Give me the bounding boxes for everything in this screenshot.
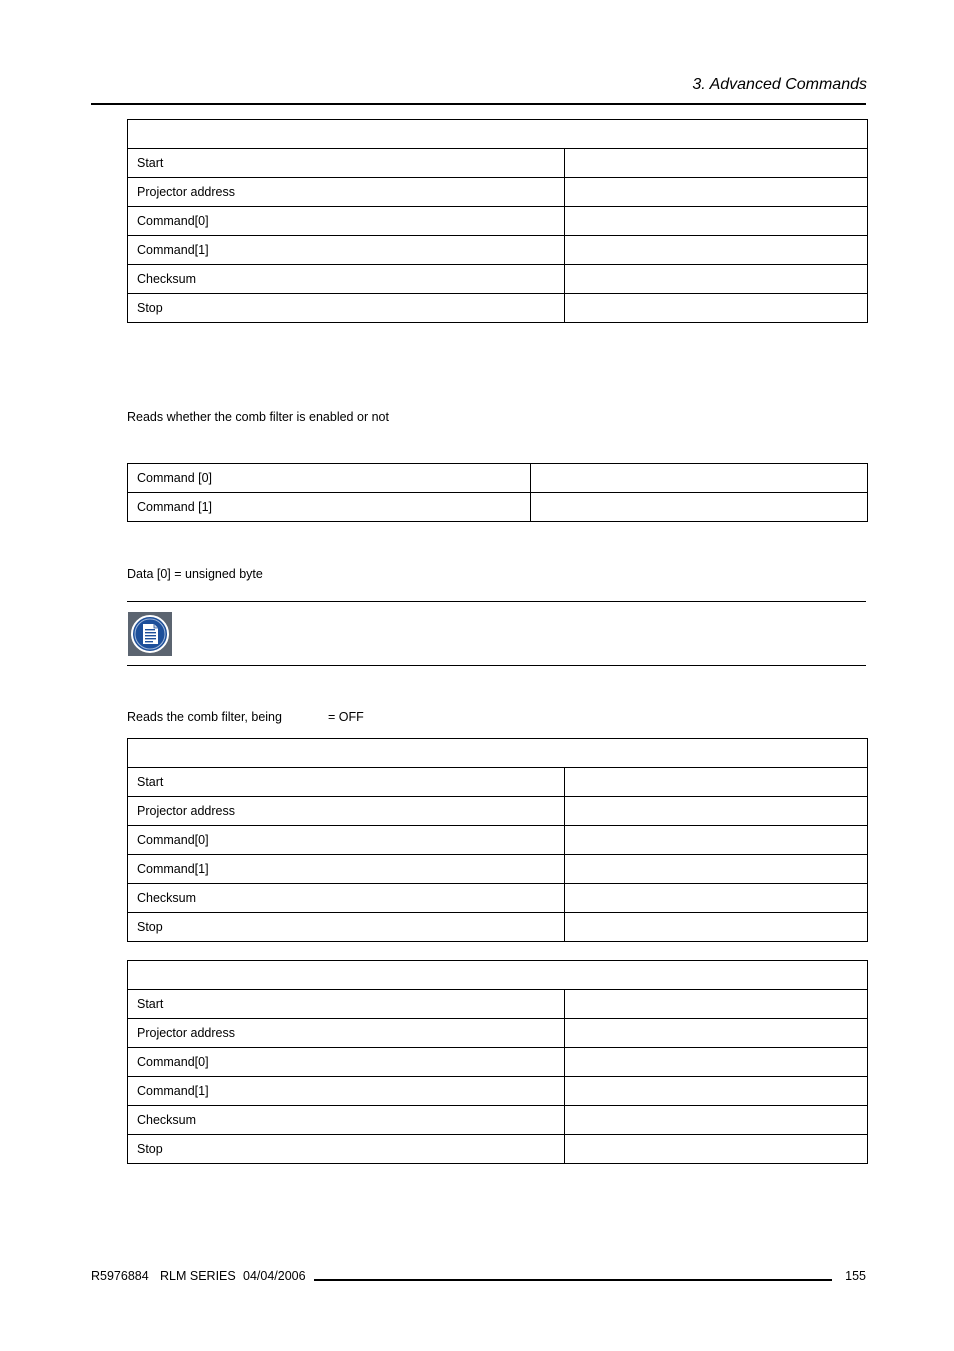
table-row bbox=[128, 826, 868, 855]
example-text-prefix: Reads the comb filter, being bbox=[127, 710, 282, 724]
row-label: Command[0] bbox=[128, 207, 565, 236]
row-label: Checksum bbox=[128, 265, 565, 294]
row-label: Start bbox=[128, 149, 565, 178]
row-label: Checksum bbox=[128, 884, 565, 913]
row-value bbox=[565, 797, 868, 826]
row-label: Command [1] bbox=[128, 493, 531, 522]
table-row bbox=[128, 913, 868, 942]
table-row bbox=[128, 797, 868, 826]
table-row bbox=[128, 1077, 868, 1106]
row-label: Projector address bbox=[128, 797, 565, 826]
row-value bbox=[565, 1019, 868, 1048]
row-label: Command [0] bbox=[128, 464, 531, 493]
row-value bbox=[531, 493, 868, 522]
row-label: Stop bbox=[128, 294, 565, 323]
row-value bbox=[565, 1077, 868, 1106]
note-document-icon bbox=[128, 612, 172, 656]
table-header-row bbox=[128, 739, 868, 768]
row-label: Projector address bbox=[128, 1019, 565, 1048]
chapter-title: 3. Advanced Commands bbox=[692, 76, 867, 93]
command-table-1 bbox=[127, 119, 868, 323]
table-header-cell bbox=[128, 120, 868, 149]
row-value bbox=[565, 178, 868, 207]
table-row bbox=[128, 265, 868, 294]
row-value bbox=[565, 265, 868, 294]
row-value bbox=[565, 1048, 868, 1077]
footer-rule bbox=[314, 1279, 832, 1281]
table-row bbox=[128, 768, 868, 797]
row-label: Projector address bbox=[128, 178, 565, 207]
page-number: 155 bbox=[845, 1269, 866, 1283]
table-header-cell bbox=[128, 961, 868, 990]
table-row bbox=[128, 855, 868, 884]
row-label: Command[1] bbox=[128, 855, 565, 884]
footer-series: RLM SERIES bbox=[160, 1269, 236, 1283]
row-value bbox=[565, 884, 868, 913]
row-value bbox=[565, 207, 868, 236]
example-text-suffix: = OFF bbox=[328, 710, 364, 724]
row-value bbox=[565, 149, 868, 178]
table-row bbox=[128, 1019, 868, 1048]
table-row bbox=[128, 990, 868, 1019]
row-value bbox=[565, 294, 868, 323]
row-label: Start bbox=[128, 990, 565, 1019]
table-header-row bbox=[128, 961, 868, 990]
row-value bbox=[565, 990, 868, 1019]
command-table-2 bbox=[127, 463, 868, 522]
row-value bbox=[565, 855, 868, 884]
header-rule bbox=[91, 103, 866, 105]
table-row bbox=[128, 294, 868, 323]
table-row bbox=[128, 207, 868, 236]
row-value bbox=[565, 236, 868, 265]
row-label: Command[0] bbox=[128, 1048, 565, 1077]
table-row bbox=[128, 149, 868, 178]
note-top-rule bbox=[127, 601, 866, 602]
table-row bbox=[128, 1106, 868, 1135]
table-header-row bbox=[128, 120, 868, 149]
row-value bbox=[565, 1135, 868, 1164]
table-row bbox=[128, 1048, 868, 1077]
data-note-text: Data [0] = unsigned byte bbox=[127, 567, 263, 581]
row-label: Checksum bbox=[128, 1106, 565, 1135]
command-table-3 bbox=[127, 738, 868, 942]
row-value bbox=[531, 464, 868, 493]
table-row bbox=[128, 884, 868, 913]
note-bottom-rule bbox=[127, 665, 866, 666]
row-value bbox=[565, 826, 868, 855]
row-label: Stop bbox=[128, 1135, 565, 1164]
row-label: Start bbox=[128, 768, 565, 797]
table-row bbox=[128, 236, 868, 265]
description-text: Reads whether the comb filter is enabled or not bbox=[127, 410, 389, 424]
table-row bbox=[128, 464, 868, 493]
footer-doc-id: R5976884 bbox=[91, 1269, 149, 1283]
row-value bbox=[565, 1106, 868, 1135]
row-label: Stop bbox=[128, 913, 565, 942]
row-label: Command[0] bbox=[128, 826, 565, 855]
row-label: Command[1] bbox=[128, 236, 565, 265]
row-value bbox=[565, 768, 868, 797]
table-row bbox=[128, 178, 868, 207]
table-row bbox=[128, 493, 868, 522]
table-row bbox=[128, 1135, 868, 1164]
table-header-cell bbox=[128, 739, 868, 768]
row-label: Command[1] bbox=[128, 1077, 565, 1106]
footer-date: 04/04/2006 bbox=[243, 1269, 306, 1283]
row-value bbox=[565, 913, 868, 942]
command-table-4 bbox=[127, 960, 868, 1164]
